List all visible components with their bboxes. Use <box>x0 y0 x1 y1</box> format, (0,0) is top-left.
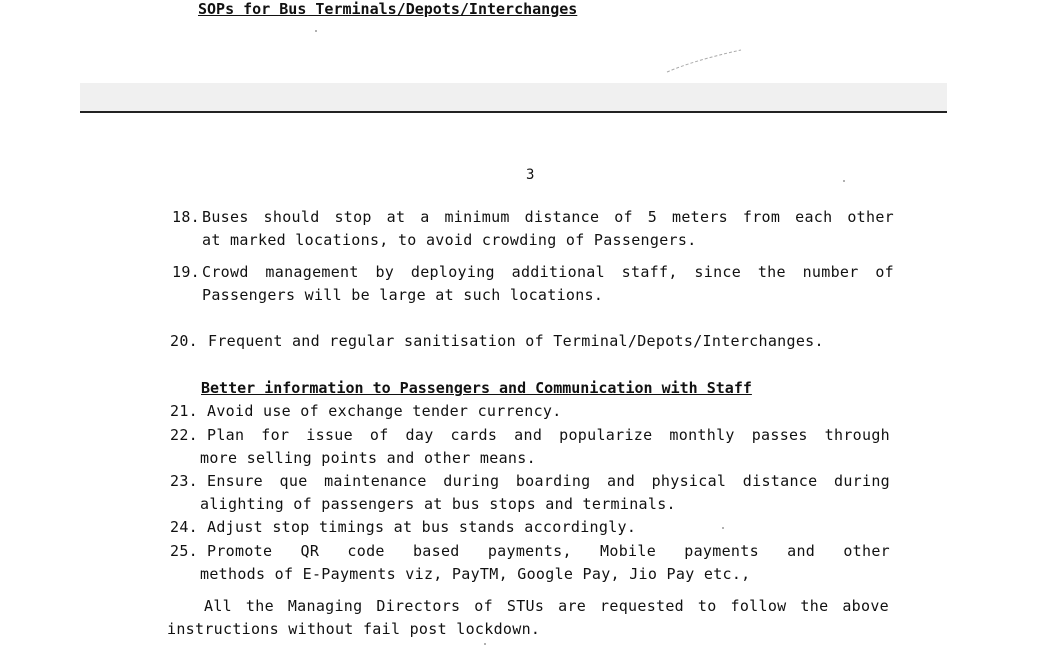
scan-speck <box>722 527 724 529</box>
list-item-line: Crowd management by deploying additional staff, since the number of <box>202 263 894 281</box>
list-item-line: Buses should stop at a minimum distance of 5 meters from each other <box>202 208 894 226</box>
scan-speck <box>315 30 317 32</box>
closing-paragraph-line: instructions without fail post lockdown. <box>167 620 541 638</box>
page-separator <box>80 83 947 113</box>
list-item-number: 21. <box>170 402 198 420</box>
list-item-number: 23. <box>170 472 198 490</box>
list-item-number: 18. <box>172 208 200 226</box>
list-item-number: 25. <box>170 542 198 560</box>
list-item-line: alighting of passengers at bus stops and terminals. <box>200 495 676 513</box>
list-item-line: Plan for issue of day cards and popularize monthly passes through <box>207 426 890 444</box>
scan-speck <box>843 180 845 182</box>
list-item-number: 20. <box>170 332 198 350</box>
page-number: 3 <box>526 167 535 183</box>
document-title: SOPs for Bus Terminals/Depots/Interchanges <box>198 0 578 18</box>
list-item-line: Promote QR code based payments, Mobile payments and other <box>207 542 890 560</box>
list-item-number: 22. <box>170 426 198 444</box>
section-heading: Better information to Passengers and Communication with Staff <box>201 379 752 397</box>
closing-paragraph-line: All the Managing Directors of STUs are requested to follow the above <box>204 597 889 615</box>
list-item-line: Adjust stop timings at bus stands accordingly. <box>207 518 637 536</box>
list-item-line: methods of E-Payments viz, PayTM, Google Pay, Jio Pay etc., <box>200 565 751 583</box>
list-item-line: Avoid use of exchange tender currency. <box>207 402 562 420</box>
list-item-number: 19. <box>172 263 200 281</box>
list-item-line: Passengers will be large at such locations. <box>202 286 604 304</box>
scan-mark <box>665 48 745 78</box>
scan-speck <box>484 643 486 645</box>
list-item-line: Frequent and regular sanitisation of Terminal/Depots/Interchanges. <box>208 332 824 350</box>
list-item-line: more selling points and other means. <box>200 449 536 467</box>
list-item-line: Ensure que maintenance during boarding and physical distance during <box>207 472 890 490</box>
list-item-number: 24. <box>170 518 198 536</box>
list-item-line: at marked locations, to avoid crowding of Passengers. <box>202 231 697 249</box>
